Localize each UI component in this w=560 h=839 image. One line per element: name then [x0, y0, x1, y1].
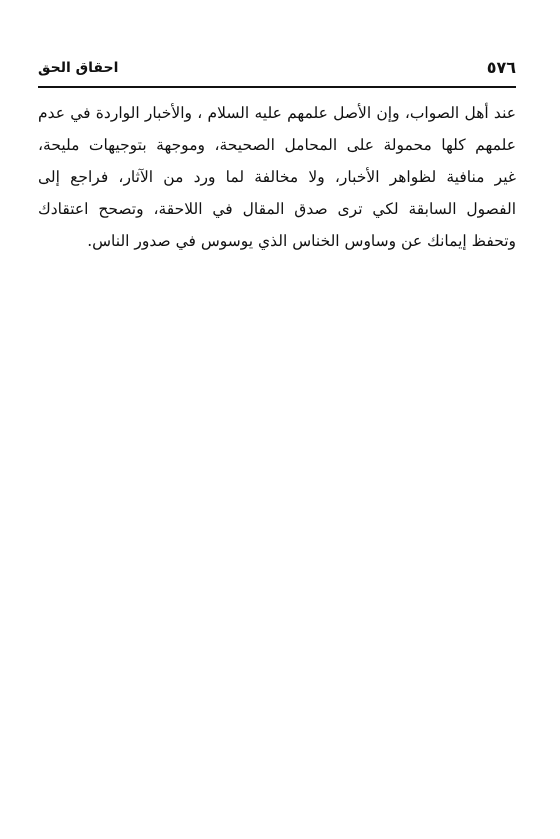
text-line: علمهم كلها محمولة على المحامل الصحيحة، وموجهة بتوجيهات مليحة، — [38, 136, 516, 154]
text-line: الفصول السابقة لكي ترى صدق المقال في اللاحقة، وتصحح اعتقادك — [38, 200, 516, 218]
text-line: عند أهل الصواب، وإن الأصل علمهم عليه السلام ، والأخبار الواردة في عدم — [38, 104, 516, 122]
running-header — [38, 58, 516, 82]
text-line: غير منافية لظواهر الأخبار، ولا مخالفة لما ورد من الآثار، فراجع إلى — [38, 168, 516, 186]
body-paragraph — [38, 97, 516, 257]
book-title: احقاق الحق — [38, 60, 119, 76]
text-line: وتحفظ إيمانك عن وساوس الخناس الذي يوسوس في صدور الناس. — [87, 232, 516, 250]
page-number: ٥٧٦ — [486, 58, 516, 77]
header-rule — [38, 86, 516, 88]
